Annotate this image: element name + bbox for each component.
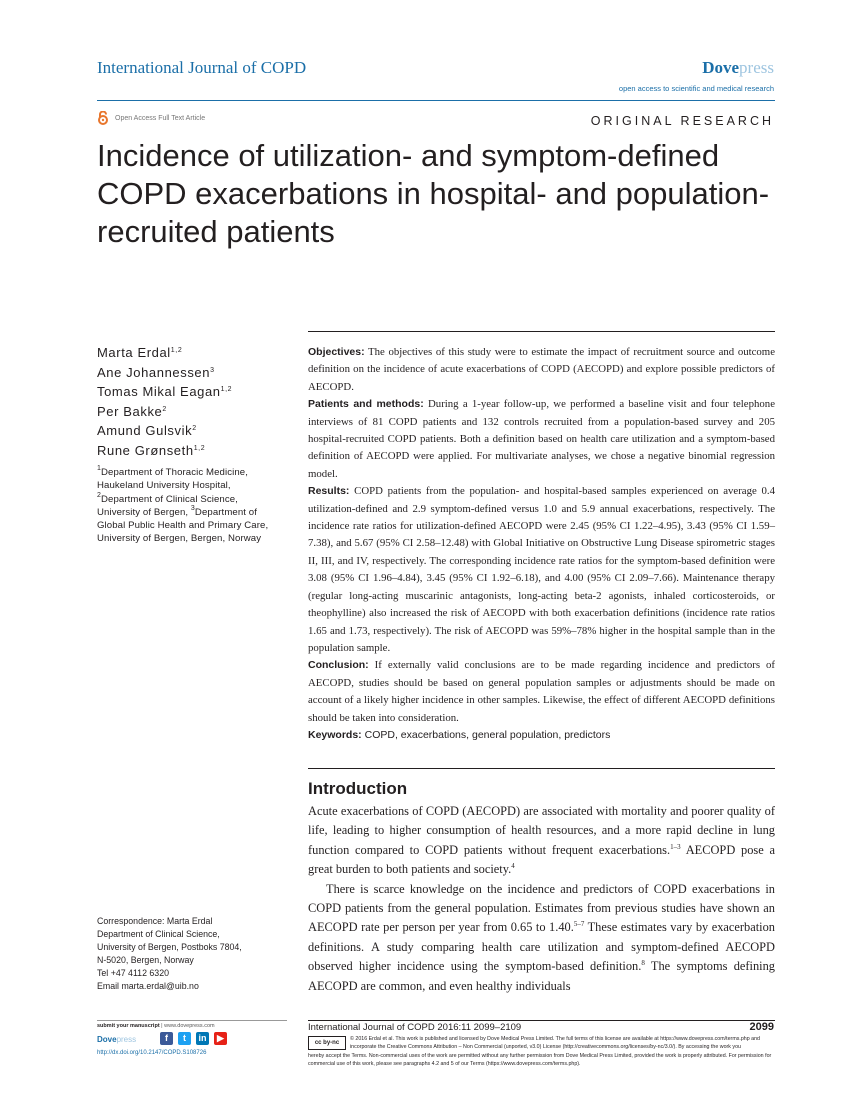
brand-suffix: press [739, 58, 774, 77]
license-text-continued: hereby accept the Terms. Non-commercial uses of the work are permitted without any further permission from Dove Medical Press Limited, provided the work is properly attributed. For permission for commercial use of this work, please see paragraphs 4.2 and 5 of our Terms (https://www.dovepress.com/terms.php). [308, 1053, 772, 1068]
abstract [308, 344, 775, 744]
brand-suffix: press [116, 1035, 137, 1044]
section-text: If externally valid conclusions are to be made regarding incidence and predictors of AECOPD, studies should be based on general population samples or adjustments should be made on account of a likely higher incidence in other samples. Likewise, the effect of different AECOPD definitions should be taken into consideration. [308, 659, 775, 724]
affiliation-number: 3 [190, 504, 195, 512]
section-label: Results: [308, 485, 350, 498]
author-name: Marta Erdal [97, 345, 171, 360]
introduction-heading: Introduction [308, 779, 408, 798]
paragraph [308, 802, 775, 880]
section-label: Patients and methods: [308, 398, 424, 411]
paragraph [308, 880, 775, 996]
linkedin-icon[interactable]: in [196, 1032, 209, 1045]
author[interactable] [97, 421, 232, 441]
abstract-objectives [308, 344, 775, 396]
footer-right-rule [308, 1020, 775, 1021]
author-name: Tomas Mikal Eagan [97, 384, 221, 400]
journal-citation: International Journal of COPD 2016:11 2099–2109 [308, 1022, 522, 1033]
citation-ref[interactable]: 8 [641, 959, 645, 968]
page-number: 2099 [749, 1021, 774, 1033]
submit-manuscript-link[interactable]: submit your manuscript | www.dovepress.com [97, 1023, 215, 1029]
citation-ref[interactable]: 4 [511, 862, 515, 871]
author-name: Per Bakke [97, 403, 163, 419]
abstract-results [308, 483, 775, 657]
author-affiliation-ref: 1,2 [170, 347, 183, 354]
affiliation-text: Department of Thoracic Medicine, Haukeland University Hospital, [97, 467, 248, 492]
author-affiliation-ref: 1,2 [220, 386, 233, 394]
open-access-label: Open Access Full Text Article [115, 115, 206, 122]
abstract-top-rule [308, 331, 775, 332]
header-divider [97, 100, 775, 101]
open-access-lock-icon [97, 111, 109, 125]
affiliation-number: 2 [97, 491, 101, 499]
author-affiliation-ref: 2 [162, 405, 167, 413]
section-text: During a 1-year follow-up, we performed a baseline visit and four telephone interviews of 81 COPD patients and 132 controls recruited from a population-based survey and 205 hospital-recruited COPD patients. Both a definition based on health care utilization and a symptom-based definition of AECOPD were applied. For multivariate analyses, we chose a negative binomial regression model. [308, 398, 775, 480]
paragraph-text: There is scarce knowledge on the incidence and predictors of COPD exacerbations in COPD patients from the general population. Estimates from previous studies have shown an AECOPD rate per person per year from 0.65 to 1.40. [308, 881, 775, 935]
journal-title[interactable]: International Journal of COPD [97, 58, 307, 77]
article-title: Incidence of utilization- and symptom-defined COPD exacerbations in hospital- and population-recruited patients [97, 138, 770, 249]
footer-dovepress-logo[interactable] [97, 1035, 136, 1044]
introduction-body [308, 802, 775, 996]
section-text: The objectives of this study were to estimate the impact of recruitment source and outcome definition on the incidence of acute exacerbations of COPD (AECOPD) and explore possible predictors of AECOPD. [308, 346, 775, 393]
correspondence-block [97, 915, 287, 993]
author-affiliation-ref: 2 [192, 425, 197, 433]
author-list [97, 343, 232, 461]
keywords-text: COPD, exacerbations, general population, predictors [361, 728, 611, 741]
correspondence-line: University of Bergen, Postboks 7804, [97, 942, 242, 952]
submit-label: submit your manuscript [97, 1023, 160, 1029]
citation-ref[interactable]: 5–7 [573, 920, 585, 929]
affiliation-number: 1 [97, 465, 101, 472]
paragraph-text: The symptoms defining AECOPD are common, and even healthy individuals [308, 959, 775, 993]
correspondence-email[interactable]: Email marta.erdal@uib.no [97, 981, 199, 991]
author[interactable] [97, 343, 232, 363]
correspondence-phone: Tel +47 4112 6320 [97, 968, 169, 978]
author[interactable] [97, 382, 232, 402]
facebook-icon[interactable]: f [160, 1032, 173, 1045]
section-label: Conclusion: [308, 659, 369, 672]
brand-main: Dove [702, 58, 740, 77]
paragraph-text: These estimates vary by exacerbation definitions. A study comparing health care utilization and symptom-defined AECOPD observed higher incidence using the symptom-based definition. [308, 920, 775, 974]
affiliation-text: Department of Global Public Health and Primary Care, University of Bergen, Bergen, Norway [97, 506, 269, 545]
youtube-icon[interactable]: ▶ [214, 1032, 227, 1045]
section-label: Keywords: [308, 728, 362, 741]
creative-commons-badge[interactable]: cc by-nc [308, 1036, 346, 1050]
author[interactable] [97, 402, 232, 422]
correspondence-line: Correspondence: Marta Erdal [97, 916, 213, 926]
section-label: Objectives: [308, 346, 365, 358]
affiliation-text: Department of Clinical Science, University of Bergen, [97, 493, 238, 518]
license-text: © 2016 Erdal et al. This work is published and licensed by Dove Medical Press Limited. The full terms of this license are available at https://www.dovepress.com/terms.php and incorporate the Creative Commons Attribution – Non Commercial (unported, v3.0) License (http://creativecommons.org/licenses/by-nc/3.0/). By accessing the work you [350, 1036, 760, 1051]
abstract-methods [308, 396, 775, 483]
footer-left-rule [97, 1020, 287, 1021]
author[interactable] [97, 441, 232, 461]
author[interactable] [97, 363, 232, 383]
twitter-icon[interactable]: t [178, 1032, 191, 1045]
correspondence-line: Department of Clinical Science, [97, 929, 220, 939]
article-type: ORIGINAL RESEARCH [590, 114, 774, 128]
section-text: COPD patients from the population- and hospital-based samples experienced on average 0.4 utilization-defined and 2.9 symptom-defined versus 1.0 and 5.9 annual exacerbations, respectively. The incidence rate ratios for utilization-defined AECOPD were 2.45 (95% CI 1.22–4.95), 3.43 (95% CI 1.59–7.38), and 5.67 (95% CI 2.58–12.48) with Global Initiative on Obstructive Lung Disease spirometric stages II, III, and IV, respectively. The corresponding incidence rate ratios for the symptom-based definition were 3.08 (95% CI 1.96–4.84), 3.45 (95% CI 1.92–6.18), and 4.00 (95% CI 2.09–7.66). Maintenance therapy (regular long-acting muscarinic antagonists, long-acting beta-2 agonists, inhaled corticosteroids, or theophylline) also increased the risk of AECOPD with both exacerbation definitions (incidence rate ratios 1.65 and 1.73, respectively). The risk of AECOPD was 59%–78% higher in the hospital sample than in the population sample. [308, 485, 775, 654]
social-links [160, 1032, 227, 1045]
doi-link[interactable]: http://dx.doi.org/10.2147/COPD.S108726 [97, 1050, 207, 1056]
abstract-keywords [308, 727, 775, 744]
citation-ref[interactable]: 1–3 [670, 842, 681, 851]
abstract-conclusion [308, 657, 775, 727]
submit-url: www.dovepress.com [164, 1023, 215, 1029]
author-affiliation-ref: 1,2 [193, 444, 206, 452]
publisher-tagline: open access to scientific and medical research [618, 84, 774, 93]
author-name: Rune Grønseth [97, 442, 194, 458]
affiliations [97, 466, 277, 546]
correspondence-line: N-5020, Bergen, Norway [97, 955, 194, 965]
author-affiliation-ref: 3 [210, 366, 215, 374]
paragraph-text: Acute exacerbations of COPD (AECOPD) are associated with mortality and poorer quality of life, leading to higher consumption of health resources, and a more rapid decline in lung function compared to COPD patients without frequent exacerbations. [308, 804, 775, 857]
abstract-bottom-rule [308, 768, 775, 769]
brand-main: Dove [97, 1035, 117, 1044]
dovepress-logo[interactable] [702, 58, 774, 78]
paragraph-text: AECOPD pose a great burden to both patients and society. [308, 842, 776, 877]
author-name: Ane Johannessen [97, 364, 211, 380]
author-name: Amund Gulsvik [97, 423, 193, 439]
